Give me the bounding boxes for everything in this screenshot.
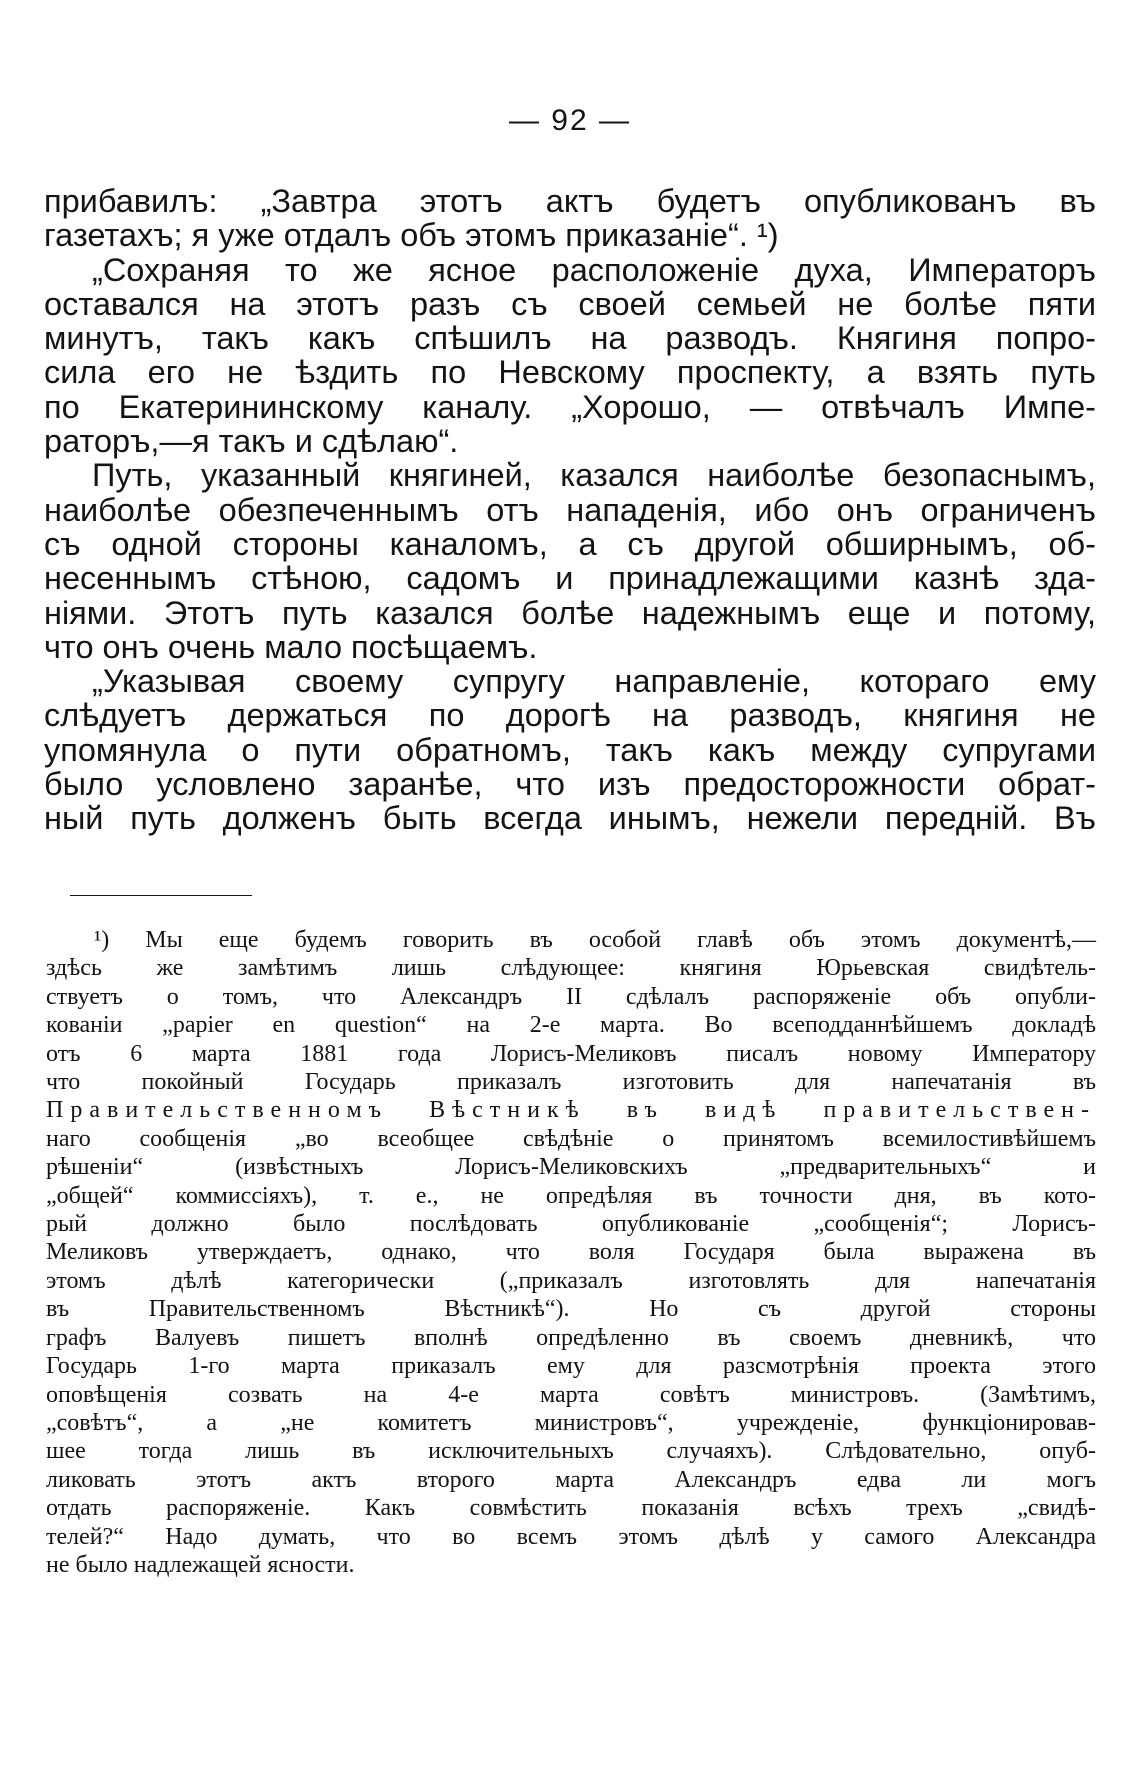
footnote-line: рый должно было послѣдовать опубликованіе „сообщенія“; Лорисъ-	[46, 1211, 1096, 1238]
footnote-line: графъ Валуевъ пишетъ вполнѣ опредѣленно въ своемъ дневникѣ, что	[46, 1324, 1096, 1351]
main-text	[44, 184, 1096, 836]
footnote-line: ствуетъ о томъ, что Александръ II сдѣлалъ распоряженіе объ опубли-	[46, 983, 1096, 1010]
footnote-line: что покойный Государь приказалъ изготовить для напечатанія въ	[46, 1069, 1096, 1096]
footnote-divider	[70, 895, 252, 896]
footnote-line: ликовать этотъ актъ второго марта Александръ едва ли могъ	[46, 1466, 1096, 1493]
text-line: „Указывая своему супругу направленіе, котораго ему	[92, 663, 1096, 700]
text-line: ный путь долженъ быть всегда инымъ, нежели передній. Въ	[44, 800, 1096, 837]
footnote-line: кованіи „papier en question“ на 2-е марта. Во всеподданнѣйшемъ докладѣ	[46, 1012, 1096, 1039]
footnote-line: въ Правительственномъ Вѣстникѣ“). Но съ другой стороны	[46, 1296, 1096, 1323]
text-line: упомянула о пути обратномъ, такъ какъ между супругами	[44, 731, 1096, 768]
footnote-line: телей?“ Надо думать, что во всемъ этомъ дѣлѣ у самого Александра	[46, 1523, 1096, 1550]
text-line: минутъ, такъ какъ спѣшилъ на разводъ. Княгиня попро-	[44, 320, 1096, 357]
footnote-line: здѣсь же замѣтимъ лишь слѣдующее: княгиня Юрьевская свидѣтель-	[46, 955, 1096, 982]
footnote-line: Государь 1-го марта приказалъ ему для разсмотрѣнія проекта этого	[46, 1353, 1096, 1380]
text-line: газетахъ; я уже отдалъ объ этомъ приказаніе“. ¹)	[44, 217, 779, 254]
footnote-line: Меликовъ утверждаетъ, однако, что воля Государя была выражена въ	[46, 1239, 1096, 1266]
text-line: оставался на этотъ разъ съ своей семьей не болѣе пяти	[44, 285, 1096, 322]
text-line: сила его не ѣздить по Невскому проспекту, а взять путь	[44, 354, 1096, 391]
page-number: — 92 —	[508, 104, 632, 137]
text-line: „Сохраняя то же ясное расположеніе духа, Императоръ	[92, 251, 1096, 288]
text-line: слѣдуетъ держаться по дорогѣ на разводъ, княгиня не	[44, 697, 1096, 734]
text-line: что онъ очень мало посѣщаемъ.	[44, 628, 538, 665]
text-line: наиболѣе обезпеченнымъ отъ нападенія, ибо онъ ограниченъ	[44, 491, 1096, 528]
text-line: ніями. Этотъ путь казался болѣе надежнымъ еще и потому,	[44, 594, 1096, 631]
footnote-line: не было надлежащей ясности.	[46, 1551, 355, 1578]
footnote-line: ¹) Мы еще будемъ говорить въ особой главѣ объ этомъ документѣ,—	[94, 927, 1096, 953]
footnote-line: отдать распоряженіе. Какъ совмѣстить показанія всѣхъ трехъ „свидѣ-	[46, 1495, 1096, 1522]
footnote-line: оповѣщенія созвать на 4-е марта совѣтъ министровъ. (Замѣтимъ,	[46, 1381, 1096, 1408]
footnote-line: „совѣтъ“, а „не комитетъ министровъ“, учрежденіе, функціонировав-	[46, 1409, 1096, 1436]
text-line: по Екатерининскому каналу. „Хорошо, — отвѣчалъ Импе-	[44, 388, 1096, 425]
footnote-line: отъ 6 марта 1881 года Лорисъ-Меликовъ писалъ новому Императору	[46, 1040, 1096, 1067]
footnote-line: шее тогда лишь въ исключительныхъ случаяхъ). Слѣдовательно, опуб-	[46, 1438, 1096, 1465]
footnote-line: наго сообщенія „во всеобщее свѣдѣніе о принятомъ всемилостивѣйшемъ	[46, 1125, 1096, 1152]
footnote-line: рѣшеніи“ (извѣстныхъ Лорисъ-Меликовскихъ „предварительныхъ“ и	[46, 1154, 1096, 1181]
footnote-line: Правительственномъ Вѣстникѣ въ видѣ правительствен-	[46, 1097, 1096, 1124]
footnote-line: этомъ дѣлѣ категорически („приказалъ изготовлять для напечатанія	[46, 1267, 1096, 1294]
footnote	[46, 926, 1096, 1579]
text-line: было условлено заранѣе, что изъ предосторожности обрат-	[44, 766, 1096, 803]
text-line: раторъ,—я такъ и сдѣлаю“.	[44, 423, 459, 460]
text-line: Путь, указанный княгиней, казался наиболѣе безопаснымъ,	[92, 457, 1096, 494]
text-line: съ одной стороны каналомъ, а съ другой обширнымъ, об-	[44, 525, 1096, 562]
footnote-line: „общей“ коммиссіяхъ), т. е., не опредѣляя въ точности дня, въ кото-	[46, 1182, 1096, 1209]
text-line: несеннымъ стѣною, садомъ и принадлежащими казнѣ зда-	[44, 560, 1096, 597]
text-line: прибавилъ: „Завтра этотъ актъ будетъ опубликованъ въ	[44, 183, 1096, 219]
